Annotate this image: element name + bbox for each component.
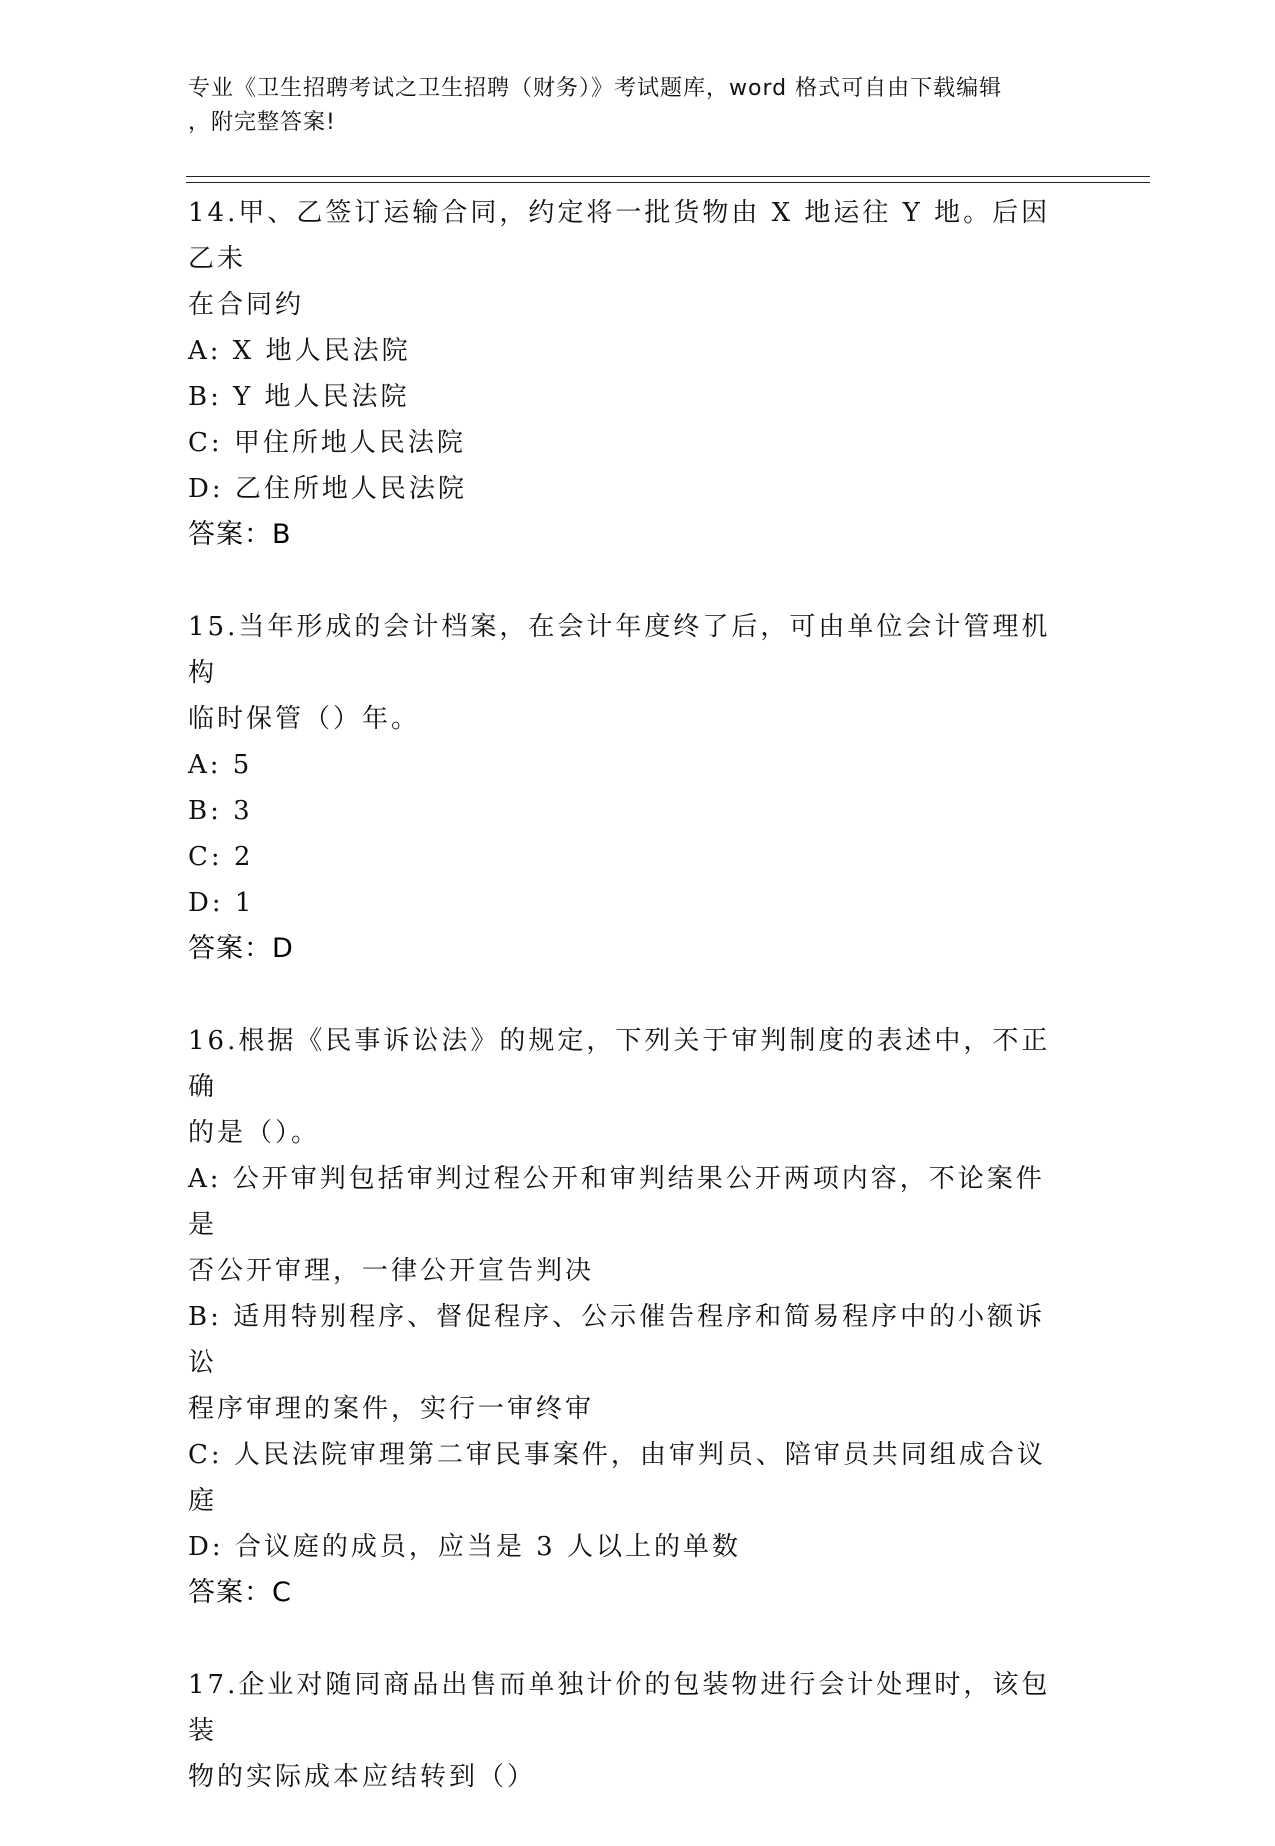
answer-key: 答案：B (188, 519, 292, 550)
option-b-line-1: B: 适用特别程序、督促程序、公示催告程序和简易程序中的小额诉讼 (188, 1302, 1046, 1378)
option-d: D: 1 (188, 888, 255, 918)
option-b-line-2: 程序审理的案件，实行一审终审 (188, 1394, 595, 1424)
document-header (188, 72, 1068, 140)
header-line-2: ，附完整答案! (188, 110, 336, 135)
option-c: C: 2 (188, 842, 254, 872)
question-16 (188, 1018, 1068, 1616)
header-line-1: 专业《卫生招聘考试之卫生招聘（财务）》考试题库，word 格式可自由下载编辑 (188, 76, 1003, 101)
option-d: D: 合议庭的成员，应当是 3 人以上的单数 (188, 1532, 741, 1562)
option-a-line-2: 否公开审理，一律公开宣告判决 (188, 1256, 595, 1286)
option-b: B: 3 (188, 796, 253, 826)
question-stem-line: 15.当年形成的会计档案，在会计年度终了后，可由单位会计管理机构 (188, 612, 1051, 688)
option-c: C: 人民法院审理第二审民事案件，由审判员、陪审员共同组成合议庭 (188, 1440, 1046, 1516)
question-15 (188, 604, 1068, 972)
option-a-line-1: A: 公开审判包括审判过程公开和审判结果公开两项内容，不论案件是 (188, 1164, 1045, 1240)
option-b: B: Y 地人民法院 (188, 382, 410, 412)
answer-key: 答案：C (188, 1577, 292, 1608)
question-stem-line: 在合同约 (188, 290, 305, 320)
option-a: A: 5 (188, 750, 253, 780)
question-stem-line: 16.根据《民事诉讼法》的规定，下列关于审判制度的表述中，不正确 (188, 1026, 1051, 1102)
question-stem-line: 物的实际成本应结转到（） (188, 1762, 537, 1792)
option-d: D: 乙住所地人民法院 (188, 474, 467, 504)
question-stem-line: 17.企业对随同商品出售而单独计价的包装物进行会计处理时，该包装 (188, 1670, 1051, 1746)
question-list (188, 190, 1068, 1846)
option-c: C: 甲住所地人民法院 (188, 428, 466, 458)
question-stem-line: 的是（）。 (188, 1118, 321, 1148)
header-divider-bottom (186, 182, 1150, 183)
question-stem-line: 临时保管（）年。 (188, 704, 421, 734)
question-14 (188, 190, 1068, 558)
answer-key: 答案：D (188, 933, 294, 964)
question-stem-line: 14.甲、乙签订运输合同，约定将一批货物由 X 地运往 Y 地。后因乙未 (188, 198, 1051, 274)
question-17 (188, 1662, 1068, 1800)
option-a: A: X 地人民法院 (188, 336, 411, 366)
header-divider-top (186, 176, 1150, 177)
